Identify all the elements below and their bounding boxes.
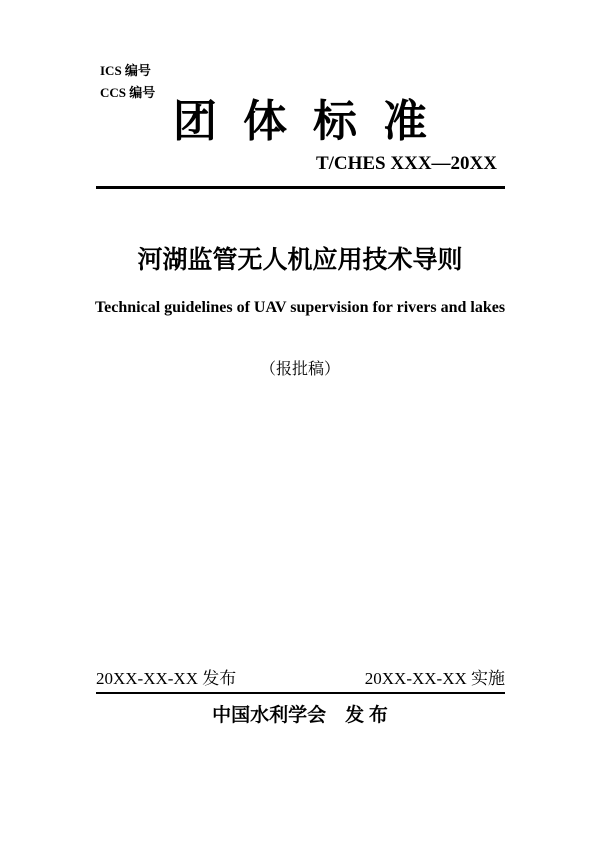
issue-date: 20XX-XX-XX 发布 [96,669,237,688]
dates-row [96,668,505,694]
doc-type-heading: 团体标准 [173,97,453,146]
ccs-code-label: CCS 编号 [100,85,156,100]
ics-code-label: ICS 编号 [100,63,151,78]
main-title-zh: 河湖监管无人机应用技术导则 [137,246,463,274]
main-title-en: Technical guidelines of UAV supervision for rivers and lakes [94,299,506,316]
header-rule [96,186,505,189]
draft-stage-note: （报批稿） [259,361,340,378]
implement-date: 20XX-XX-XX 实施 [364,669,505,688]
publisher-line: 中国水利学会 发 布 [212,705,388,726]
standard-code: T/CHES XXX—20XX [315,153,497,174]
